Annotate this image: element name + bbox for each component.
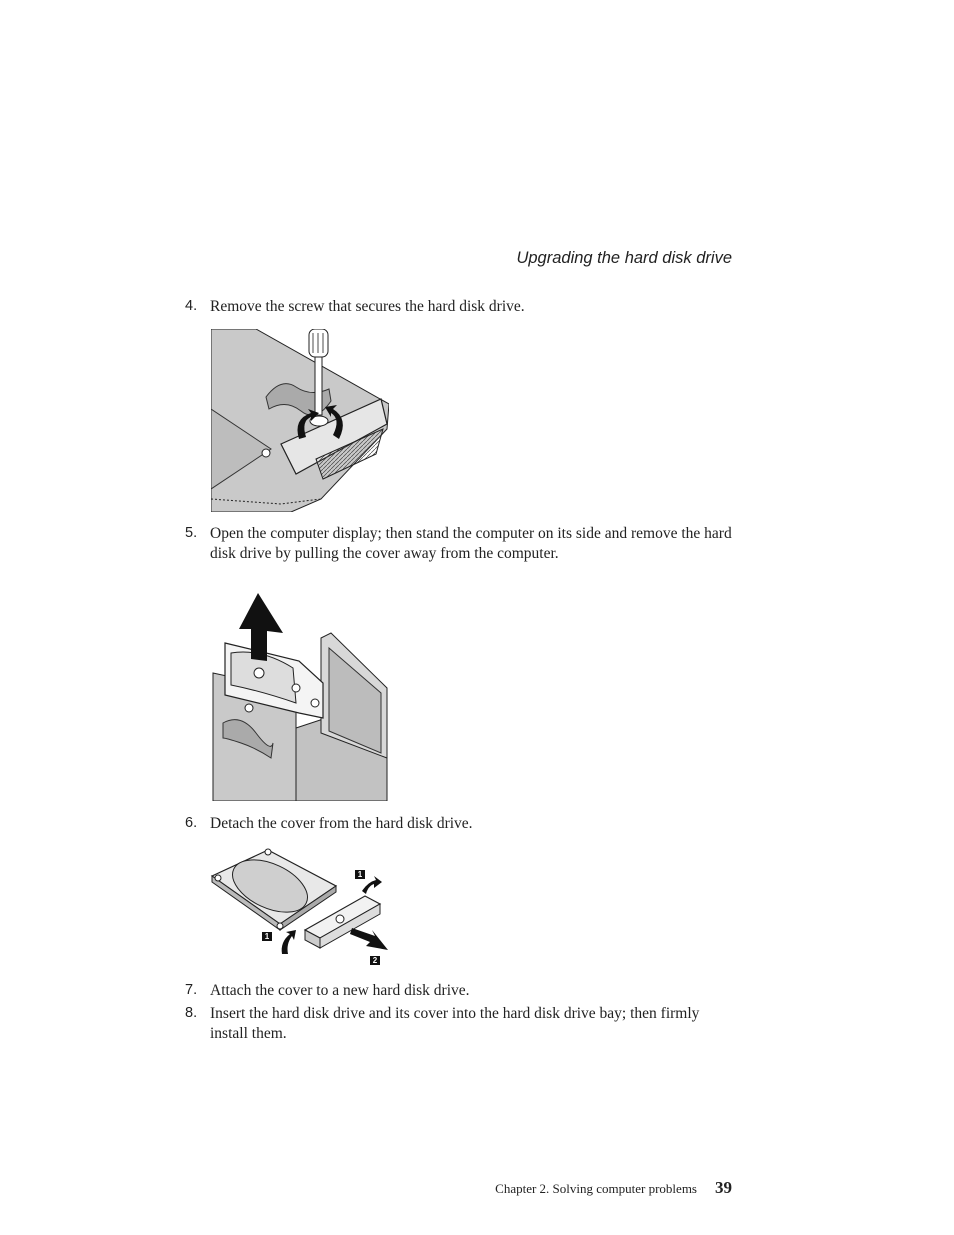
step-text: Insert the hard disk drive and its cover into the hard disk drive bay; then firmly install them. <box>210 1005 700 1042</box>
running-title: Upgrading the hard disk drive <box>516 249 732 267</box>
page-number: 39 <box>715 1178 732 1197</box>
screw-removal-illustration <box>211 329 389 512</box>
step-text: Detach the cover from the hard disk drive. <box>210 815 473 832</box>
callout-label: 1 <box>357 870 363 879</box>
detach-cover-illustration <box>210 846 390 968</box>
step-number: 8. <box>185 1005 198 1021</box>
step-text: Open the computer display; then stand the computer on its side and remove the hard disk drive by pulling the cover away from the computer. <box>210 525 732 562</box>
callout-label: 1 <box>264 932 270 941</box>
footer-chapter: Chapter 2. Solving computer problems <box>495 1181 697 1196</box>
drive-removal-illustration <box>211 593 389 801</box>
page-footer <box>495 1178 732 1198</box>
step-number: 5. <box>185 525 198 541</box>
step-number: 4. <box>185 298 198 314</box>
step-text: Remove the screw that secures the hard disk drive. <box>210 298 525 315</box>
step-number: 6. <box>185 815 198 831</box>
step-text: Attach the cover to a new hard disk drive. <box>210 982 470 999</box>
callout-label: 2 <box>372 956 378 965</box>
step-number: 7. <box>185 982 198 998</box>
